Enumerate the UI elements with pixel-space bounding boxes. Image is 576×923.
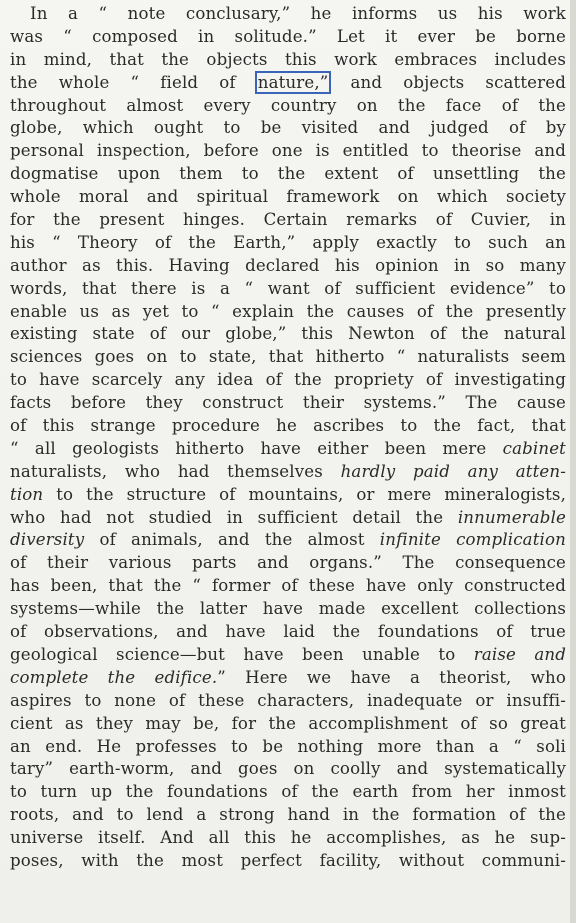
text-line xyxy=(10,209,566,232)
text-segment: systems—while the latter have made excellent collections xyxy=(10,599,566,619)
text-segment: In a “ note conclusary,” he informs us his work xyxy=(30,4,566,23)
text-segment: an end. He professes to be nothing more than a “ soli xyxy=(10,736,566,756)
text-line xyxy=(10,232,566,255)
text-segment: sciences goes on to state, that hitherto “ naturalists seem xyxy=(10,347,566,367)
text-segment: dogmatise upon them to the extent of unsettling the xyxy=(10,164,566,184)
text-line xyxy=(10,781,566,804)
italic-text: tion xyxy=(10,484,44,504)
text-line xyxy=(10,392,566,415)
text-line xyxy=(10,667,566,690)
text-segment: his “ Theory of the Earth,” apply exactly to such an xyxy=(10,232,566,252)
text-line xyxy=(10,255,566,278)
text-segment: globe, which ought to be visited and judged of by xyxy=(10,118,566,138)
text-segment: personal inspection, before one is entitled to theorise and xyxy=(10,141,566,161)
text-line xyxy=(10,758,566,781)
italic-text: complete the edifice. xyxy=(10,667,218,687)
text-segment: throughout almost every country on the face of the xyxy=(10,95,566,115)
text-segment: words, that there is a “ want of sufficient evidence” to xyxy=(10,278,566,298)
italic-text: innumerable xyxy=(457,507,566,527)
italic-text: cabinet xyxy=(502,438,566,458)
text-line xyxy=(10,72,566,95)
text-line xyxy=(10,323,566,346)
italic-text: diversity xyxy=(10,530,85,550)
highlighted-word[interactable]: nature,” xyxy=(257,72,329,92)
text-segment: “ all geologists hitherto have either been mere xyxy=(10,438,503,458)
text-line xyxy=(10,117,566,140)
text-segment: existing state of our globe,” this Newton of the natural xyxy=(10,324,566,344)
text-line xyxy=(10,713,566,736)
text-line xyxy=(10,461,566,484)
text-line xyxy=(10,346,566,369)
text-segment: the whole “ field of xyxy=(10,72,257,92)
text-line xyxy=(10,598,566,621)
text-segment: to have scarcely any idea of the propriety of investigating xyxy=(10,370,566,390)
text-line xyxy=(10,507,566,530)
text-line xyxy=(10,736,566,759)
text-line xyxy=(10,415,566,438)
text-segment: roots, and to lend a strong hand in the formation of the xyxy=(10,805,566,825)
text-segment: whole moral and spiritual framework on which society xyxy=(10,187,566,207)
text-segment: of animals, and the almost xyxy=(84,530,380,550)
text-line xyxy=(10,690,566,713)
text-segment: poses, with the most perfect facility, without communi- xyxy=(10,850,566,870)
text-line xyxy=(10,369,566,392)
text-line xyxy=(10,301,566,324)
text-segment: for the present hinges. Certain remarks of Cuvier, in xyxy=(10,210,566,230)
text-segment: has been, that the “ former of these have only constructed xyxy=(10,576,566,596)
text-line xyxy=(10,552,566,575)
text-line xyxy=(10,804,566,827)
text-line xyxy=(10,529,566,552)
text-segment: ” Here we have a theorist, who xyxy=(217,667,566,687)
text-segment: naturalists, who had themselves xyxy=(10,461,341,481)
text-line xyxy=(10,621,566,644)
text-segment: in mind, that the objects this work embraces includes xyxy=(10,49,566,69)
text-segment: author as this. Having declared his opinion in so many xyxy=(10,255,566,275)
text-segment: aspires to none of these characters, inadequate or insuffi- xyxy=(10,690,566,710)
text-segment: who had not studied in sufficient detail the xyxy=(10,507,458,527)
text-segment: to turn up the foundations of the earth from her inmost xyxy=(10,782,566,802)
text-segment: was “ composed in solitude.” Let it ever be borne xyxy=(10,26,566,46)
text-line xyxy=(10,26,566,49)
text-segment: of their various parts and organs.” The consequence xyxy=(10,553,566,573)
text-line xyxy=(10,484,566,507)
text-line xyxy=(10,3,566,26)
text-line xyxy=(10,438,566,461)
text-segment: facts before they construct their systems.” The cause xyxy=(10,393,566,413)
text-segment: of observations, and have laid the foundations of true xyxy=(10,622,566,642)
text-segment: to the structure of mountains, or mere mineralogists, xyxy=(43,484,566,504)
text-segment: and objects scattered xyxy=(329,72,566,92)
italic-text: raise and xyxy=(473,644,566,664)
text-line xyxy=(10,140,566,163)
text-line xyxy=(10,49,566,72)
text-segment: cient as they may be, for the accomplishment of so great xyxy=(10,713,566,733)
text-segment: universe itself. And all this he accomplishes, as he sup- xyxy=(10,828,566,848)
scan-edge xyxy=(570,0,576,923)
article-column xyxy=(10,3,566,873)
text-line xyxy=(10,827,566,850)
italic-text: hardly paid any atten- xyxy=(340,461,566,481)
text-line xyxy=(10,163,566,186)
text-line xyxy=(10,575,566,598)
text-segment: enable us as yet to “ explain the causes of the presently xyxy=(10,301,566,321)
text-segment: geological science—but have been unable to xyxy=(10,644,474,664)
text-line xyxy=(10,850,566,873)
text-segment: tary” earth-worm, and goes on coolly and systematically xyxy=(10,759,566,779)
italic-text: infinite complication xyxy=(379,530,566,550)
text-line xyxy=(10,95,566,118)
text-line xyxy=(10,186,566,209)
text-segment: of this strange procedure he ascribes to the fact, that xyxy=(10,416,566,436)
text-line xyxy=(10,644,566,667)
text-line xyxy=(10,278,566,301)
